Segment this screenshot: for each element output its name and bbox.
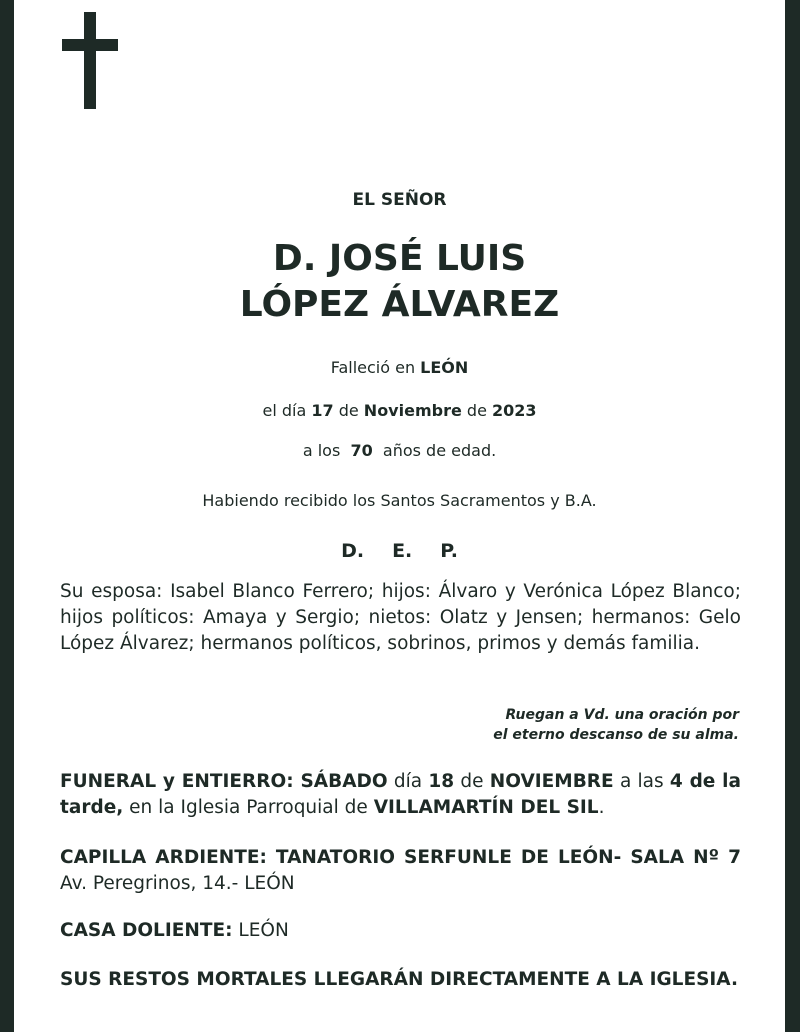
dep: D. E. P. (341, 540, 458, 562)
family-text: Su esposa: Isabel Blanco Ferrero; hijos: Álvaro y Verónica López Blanco; hijos políticos: Amaya y Sergio; nietos: Olatz y Jensen; hermanos: Gelo López Álvarez; hermanos políticos, sobrinos, primos y demás familia. (60, 581, 741, 654)
age: a los 70 años de edad. (302, 441, 497, 460)
honorific: EL SEÑOR (352, 190, 447, 210)
sacraments: Habiendo recibido los Santos Sacramentos y B.A. (202, 491, 597, 510)
death-date: el día 17 de Noviembre de 2023 (262, 401, 537, 420)
death-place: Falleció en LEÓN (330, 358, 469, 377)
name-line-1: D. JOSÉ LUIS (272, 238, 527, 279)
funeral-info: FUNERAL y ENTIERRO: SÁBADO día 18 de NOVIEMBRE a las 4 de la tarde, en la Iglesia Parroquial de VILLAMARTÍN DEL SIL. (60, 771, 741, 818)
remains-info: SUS RESTOS MORTALES LLEGARÁN DIRECTAMENTE A LA IGLESIA. (60, 969, 738, 990)
cross-icon (62, 12, 118, 109)
place: LEÓN (420, 358, 469, 377)
name-line-2: LÓPEZ ÁLVAREZ (239, 284, 560, 325)
obituary-sheet (14, 0, 785, 1032)
chapel-info: CAPILLA ARDIENTE: TANATORIO SERFUNLE DE LEÓN- SALA Nº 7 Av. Peregrinos, 14.- LEÓN (60, 847, 741, 894)
prayer: Ruegan a Vd. una oración por el eterno descanso de su alma. (493, 707, 739, 743)
deceased-name (14, 236, 785, 328)
home-info: CASA DOLIENTE: LEÓN (60, 920, 289, 941)
